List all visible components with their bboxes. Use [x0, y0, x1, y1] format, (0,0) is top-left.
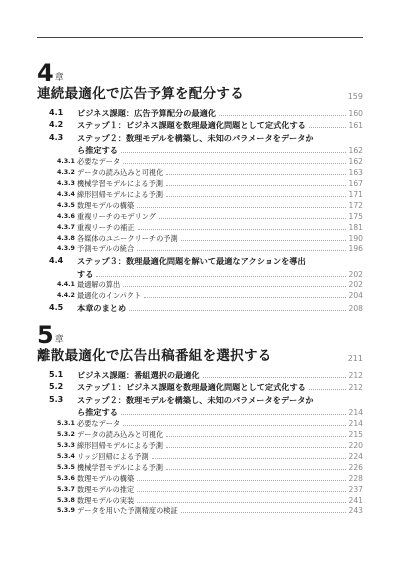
chapter-kanji: 章 — [54, 335, 64, 345]
chapter-heading — [37, 86, 363, 102]
section-number: 4.3.2 — [57, 169, 75, 177]
toc-entry[interactable] — [57, 199, 363, 210]
section-page: 202 — [348, 280, 363, 290]
dot-leader — [123, 163, 345, 164]
toc-entry[interactable] — [57, 177, 363, 188]
chapter-title: 離散最適化で広告出稿番組を選択する — [37, 348, 272, 364]
chapter-heading — [37, 348, 363, 364]
section-page: 175 — [348, 211, 363, 221]
section-number: 5.3.7 — [57, 485, 75, 493]
section-title: 本章のまとめ — [77, 302, 127, 313]
dot-leader — [166, 185, 346, 186]
section-number: 4.1 — [49, 107, 64, 117]
section-title: ステップ３：数理最適化問題を解いて最適なアクションを導出 — [77, 255, 306, 266]
dot-leader — [309, 389, 346, 390]
section-title: 数理モデルの実装 — [77, 495, 135, 505]
toc-entry[interactable] — [57, 188, 363, 199]
section-title: 線形回帰モデルによる予測 — [77, 189, 163, 199]
dot-leader — [137, 250, 345, 251]
chapter-number — [37, 59, 363, 87]
section-page: 190 — [348, 233, 363, 243]
section-number: 4.3 — [49, 132, 64, 142]
dot-leader — [138, 229, 346, 230]
dot-leader — [129, 310, 345, 311]
section-number: 4.3.9 — [57, 245, 75, 253]
dot-leader — [121, 152, 346, 153]
dot-leader — [166, 447, 346, 448]
dot-leader — [219, 115, 346, 116]
toc-entry[interactable] — [49, 392, 363, 405]
dot-leader — [152, 458, 346, 459]
toc-entry[interactable] — [57, 483, 363, 494]
dot-leader — [203, 377, 346, 378]
section-page: 224 — [348, 451, 363, 461]
section-title: リッジ回帰による予測 — [77, 451, 149, 461]
section-title: 数理モデルの構築 — [77, 200, 135, 210]
dot-leader — [137, 207, 345, 208]
section-title: ステップ２：数理モデルを構築し、未知のパラメータをデータか — [77, 394, 314, 405]
toc-entry[interactable] — [49, 367, 363, 380]
chapter-kanji: 章 — [54, 73, 64, 83]
section-number: 5.3.3 — [57, 442, 75, 450]
section-page: 160 — [348, 108, 363, 118]
chapter-5 — [37, 321, 363, 516]
toc-entry[interactable] — [57, 279, 363, 290]
toc-list — [37, 105, 363, 313]
section-number: 5.3.6 — [57, 474, 75, 482]
section-number: 4.3.7 — [57, 223, 75, 231]
dot-leader — [166, 196, 346, 197]
chapter-4 — [37, 59, 363, 313]
section-number: 4.3.4 — [57, 190, 75, 198]
section-number: 5.3.4 — [57, 452, 75, 460]
section-title-continued: する — [77, 268, 94, 279]
toc-entry[interactable] — [57, 450, 363, 461]
section-page: 171 — [348, 189, 363, 199]
toc-list — [37, 367, 363, 515]
section-page: 226 — [348, 462, 363, 472]
dot-leader — [123, 286, 345, 287]
section-number: 5.3.8 — [57, 496, 75, 504]
chapter-title: 連続最適化で広告予算を配分する — [37, 86, 244, 102]
toc-entry[interactable] — [57, 166, 363, 177]
section-title: 最適解の算出 — [77, 280, 121, 290]
dot-leader — [144, 297, 345, 298]
section-number: 4.5 — [49, 302, 64, 312]
toc-entry[interactable] — [57, 428, 363, 439]
chapter-number-digit: 4 — [37, 59, 53, 87]
dot-leader — [137, 502, 345, 503]
section-page: 212 — [348, 383, 363, 393]
section-page: 181 — [348, 222, 363, 232]
section-page: 214 — [348, 419, 363, 429]
section-number: 5.3.2 — [57, 431, 75, 439]
section-number: 4.3.8 — [57, 234, 75, 242]
section-number: 5.2 — [49, 382, 64, 392]
section-title: 重複リーチのモデリング — [77, 211, 156, 221]
section-number: 4.3.1 — [57, 158, 75, 166]
dot-leader — [309, 127, 346, 128]
section-title: ステップ２：数理モデルを構築し、未知のパラメータをデータか — [77, 132, 314, 143]
toc-entry[interactable] — [57, 221, 363, 232]
toc-entry[interactable] — [49, 253, 363, 266]
toc-entry[interactable] — [57, 232, 363, 243]
dot-leader — [166, 469, 346, 470]
toc-entry[interactable] — [57, 243, 363, 254]
section-number: 5.3.9 — [57, 507, 75, 515]
toc-entry[interactable] — [49, 105, 363, 118]
section-title: ステップ１：ビジネス課題を数理最適化問題として定式化する — [77, 382, 306, 393]
section-number: 4.3.6 — [57, 212, 75, 220]
section-title: ビジネス課題：番組選択の最適化 — [77, 369, 200, 380]
section-page: 167 — [348, 179, 363, 189]
toc-entry[interactable] — [57, 155, 363, 166]
toc-entry[interactable] — [49, 300, 363, 313]
section-number: 5.3.1 — [57, 420, 75, 428]
toc-entry[interactable] — [57, 439, 363, 450]
section-page: 215 — [348, 430, 363, 440]
section-page: 162 — [348, 146, 363, 156]
section-title: 重複リーチの補正 — [77, 222, 135, 232]
section-title: データの読み込みと可視化 — [77, 430, 164, 440]
section-number: 5.3 — [49, 394, 64, 404]
section-page: 161 — [348, 121, 363, 131]
dot-leader — [181, 240, 346, 241]
toc-entry[interactable] — [57, 210, 363, 221]
section-title: 機械学習モデルによる予測 — [77, 462, 163, 472]
toc-entry[interactable] — [49, 130, 363, 143]
section-page: 202 — [348, 269, 363, 279]
section-page: 243 — [348, 506, 363, 516]
section-number: 4.3.3 — [57, 180, 75, 188]
section-title: 数理モデルの推定 — [77, 484, 135, 494]
section-title: ステップ１：ビジネス課題を数理最適化問題として定式化する — [77, 120, 306, 131]
section-page: 172 — [348, 200, 363, 210]
section-number: 4.2 — [49, 120, 64, 130]
section-number: 5.1 — [49, 369, 64, 379]
section-page: 237 — [348, 484, 363, 494]
section-number: 4.4.2 — [57, 292, 75, 300]
dot-leader — [137, 491, 345, 492]
dot-leader — [166, 436, 345, 437]
toc-entry[interactable] — [57, 472, 363, 483]
section-page: 163 — [348, 168, 363, 178]
section-page: 208 — [348, 303, 363, 313]
toc-entry-continued[interactable] — [49, 266, 363, 279]
dot-leader — [159, 218, 346, 219]
top-rule — [37, 37, 363, 38]
toc-entry[interactable] — [57, 461, 363, 472]
section-page: 220 — [348, 441, 363, 451]
section-title: 必要なデータ — [77, 157, 121, 167]
section-page: 204 — [348, 291, 363, 301]
section-page: 212 — [348, 370, 363, 380]
dot-leader — [181, 512, 346, 513]
chapter-page: 159 — [347, 92, 363, 101]
section-title: 各媒体のユニークリーチの予測 — [77, 233, 178, 243]
section-page: 228 — [348, 473, 363, 483]
section-page: 241 — [348, 495, 363, 505]
section-title: 最適化のインパクト — [77, 291, 142, 301]
toc-entry[interactable] — [57, 505, 363, 516]
section-number: 5.3.5 — [57, 463, 75, 471]
dot-leader — [166, 174, 345, 175]
toc-entry[interactable] — [57, 289, 363, 300]
section-number: 4.3.5 — [57, 201, 75, 209]
section-title: ビジネス課題：広告予算配分の最適化 — [77, 107, 216, 118]
section-title-continued: ら推定する — [77, 145, 118, 156]
section-page: 214 — [348, 408, 363, 418]
chapter-page: 211 — [347, 354, 363, 363]
section-title: 予測モデルの統合 — [77, 244, 135, 254]
section-number: 4.4 — [49, 255, 64, 265]
toc-entry[interactable] — [49, 380, 363, 393]
section-title: データを用いた予測精度の検証 — [77, 506, 178, 516]
section-title: 線形回帰モデルによる予測 — [77, 441, 163, 451]
section-title: 必要なデータ — [77, 419, 121, 429]
section-title: 数理モデルの構築 — [77, 473, 135, 483]
toc-entry-continued[interactable] — [49, 143, 363, 156]
toc-entry-continued[interactable] — [49, 405, 363, 418]
chapter-number — [37, 321, 363, 349]
section-title: データの読み込みと可視化 — [77, 168, 164, 178]
toc-entry[interactable] — [57, 417, 363, 428]
chapter-number-digit: 5 — [37, 321, 53, 349]
dot-leader — [96, 276, 345, 277]
section-title-continued: ら推定する — [77, 407, 118, 418]
toc-entry[interactable] — [57, 494, 363, 505]
section-title: 機械学習モデルによる予測 — [77, 179, 163, 189]
toc-entry[interactable] — [49, 118, 363, 131]
section-page: 196 — [348, 244, 363, 254]
section-page: 162 — [348, 157, 363, 167]
dot-leader — [123, 425, 345, 426]
section-number: 4.4.1 — [57, 281, 75, 289]
dot-leader — [121, 414, 346, 415]
dot-leader — [137, 480, 345, 481]
